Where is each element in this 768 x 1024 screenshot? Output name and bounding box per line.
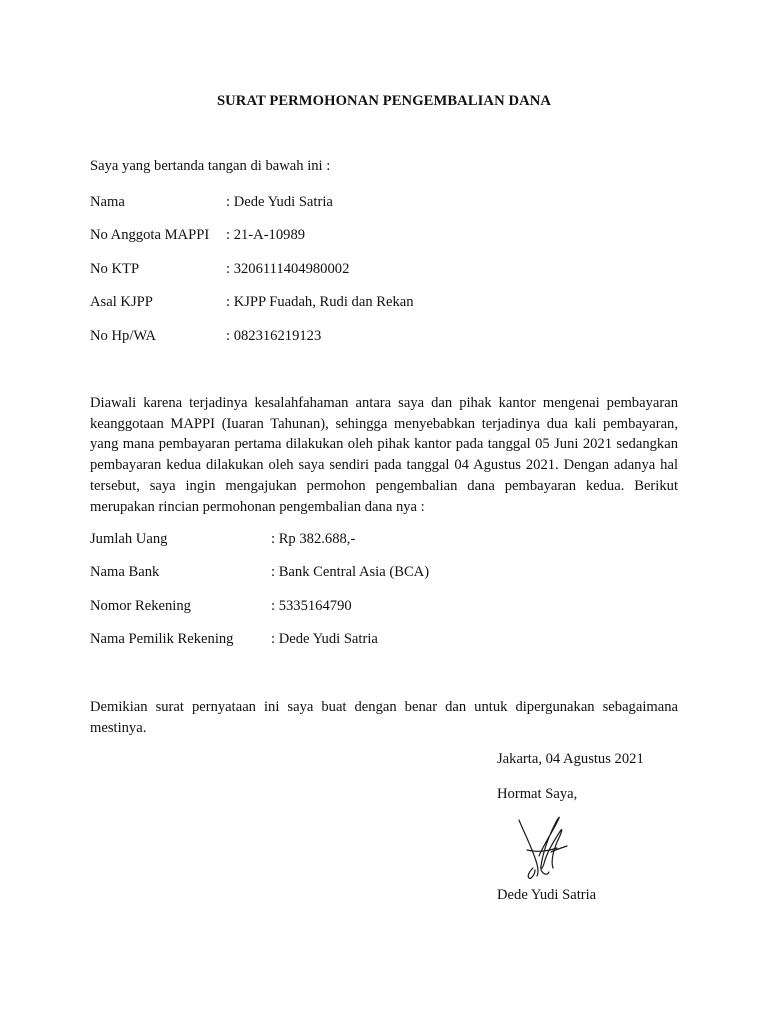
identity-value: : Dede Yudi Satria [226,194,333,210]
identity-row-ktp [90,261,680,281]
identity-row-phone [90,328,680,348]
closing-paragraph: Demikian surat pernyataan ini saya buat dengan benar dan untuk dipergunakan sebagaimana mestinya. [90,699,678,736]
handwritten-signature-icon [505,812,575,884]
identity-value: : 3206111404980002 [226,261,350,277]
identity-row-kjpp [90,294,680,314]
identity-row-name [90,194,680,214]
signer-name: Dede Yudi Satria [497,887,597,903]
refund-row-account-owner [90,631,680,651]
refund-label: Nama Bank [90,564,160,580]
place-date: Jakarta, 04 Agustus 2021 [497,751,644,767]
refund-value: : 5335164790 [271,598,352,614]
identity-label: Asal KJPP [90,294,153,310]
intro-line: Saya yang bertanda tangan di bawah ini : [90,158,331,174]
identity-value: : 082316219123 [226,328,322,344]
identity-row-member-number [90,227,680,247]
identity-label: No Hp/WA [90,328,157,344]
refund-row-amount [90,531,680,551]
identity-value: : KJPP Fuadah, Rudi dan Rekan [226,294,414,310]
identity-label: No KTP [90,261,140,277]
refund-row-account-number [90,598,680,618]
identity-label: No Anggota MAPPI [90,227,210,243]
refund-label: Jumlah Uang [90,531,168,547]
identity-label: Nama [90,194,125,210]
refund-value: : Rp 382.688,- [271,531,356,547]
letter-title: SURAT PERMOHONAN PENGEMBALIAN DANA [216,93,552,109]
salutation: Hormat Saya, [497,786,578,802]
refund-value: : Bank Central Asia (BCA) [271,564,430,580]
refund-label: Nama Pemilik Rekening [90,631,234,647]
body-paragraph: Diawali karena terjadinya kesalahfahaman antara saya dan pihak kantor mengenai pembayaran keanggotaan MAPPI (Iuaran Tahunan), sehingga menyebabkan terjadinya dua kali pembayaran, yang mana pembayaran pertama dilakukan oleh pihak kantor pada tanggal 05 Juni 2021 sedangkan pembayaran kedua dilakukan oleh saya sendiri pada tanggal 04 Agustus 2021. Dengan adanya hal tersebut, saya ingin mengajukan permohon pengembalian dana pembayaran kedua. Berikut merupakan rincian permohonan pengembalian dana nya : [90,395,678,515]
refund-value: : Dede Yudi Satria [271,631,378,647]
refund-row-bank [90,564,680,584]
refund-label: Nomor Rekening [90,598,191,614]
identity-value: : 21-A-10989 [226,227,306,243]
